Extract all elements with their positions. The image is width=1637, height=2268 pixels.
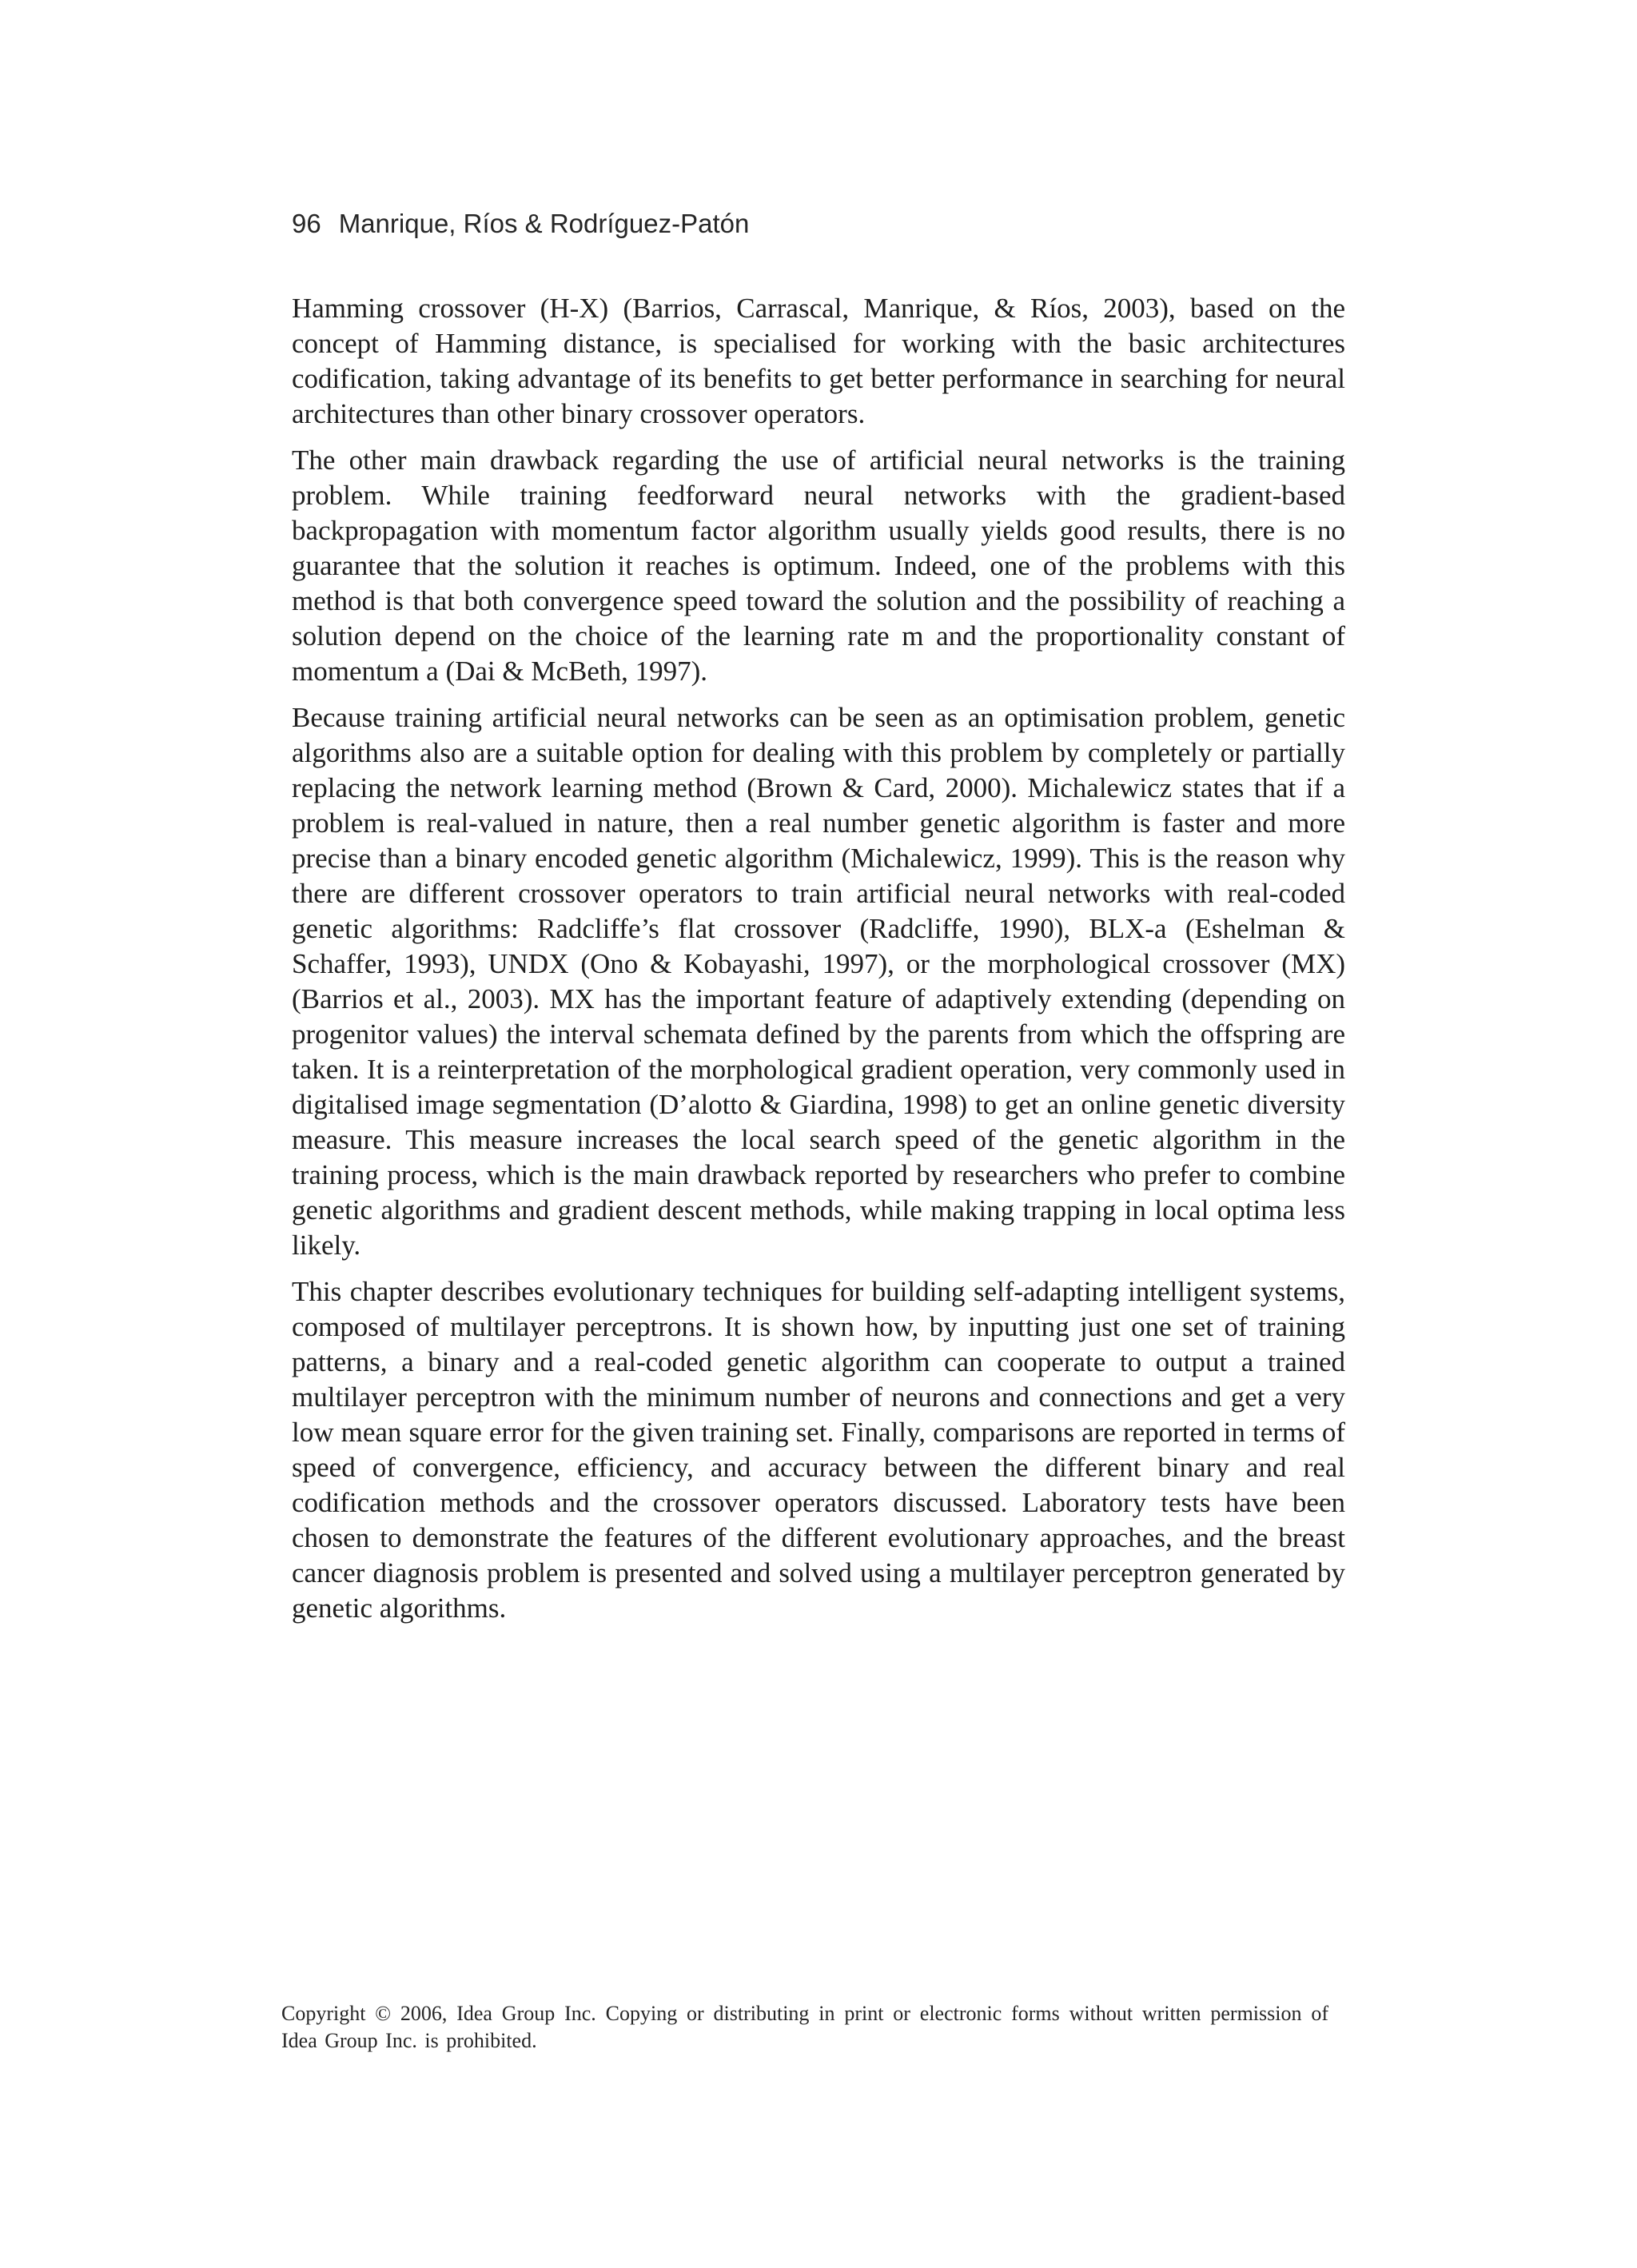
running-head: [292, 206, 749, 241]
author-names: Manrique, Ríos & Rodríguez-Patón: [338, 209, 750, 238]
paragraph-2: The other main drawback regarding the use of artificial neural networks is the training problem. While training feedforward neural networks with the gradient-based backpropagation with momentum factor algorithm usually yields good results, there is no guarantee that the solution it reaches is optimum. Indeed, one of the problems with this method is that both convergence speed toward the solution and the possibility of reaching a solution depend on the choice of the learning rate m and the proportionality constant of momentum a (Dai & McBeth, 1997).: [292, 444, 1345, 687]
paragraph-1: Hamming crossover (H-X) (Barrios, Carrascal, Manrique, & Ríos, 2003), based on the concept of Hamming distance, is specialised for working with the basic architectures codification, taking advantage of its benefits to get better performance in searching for neural architectures than other binary crossover operators.: [292, 293, 1345, 429]
copyright-notice: Copyright © 2006, Idea Group Inc. Copying or distributing in print or electronic forms without written permission of Idea Group Inc. is prohibited.: [281, 2002, 1328, 2052]
paragraph-4: This chapter describes evolutionary techniques for building self-adapting intelligent systems, composed of multilayer perceptrons. It is shown how, by inputting just one set of training patterns, a binary and a real-coded genetic algorithm can cooperate to output a trained multilayer perceptron with the minimum number of neurons and connections and get a very low mean square error for the given training set. Finally, comparisons are reported in terms of speed of convergence, efficiency, and accuracy between the different binary and real codification methods and the crossover operators discussed. Laboratory tests have been chosen to demonstrate the features of the different evolutionary approaches, and the breast cancer diagnosis problem is presented and solved using a multilayer perceptron generated by genetic algorithms.: [292, 1276, 1345, 1624]
page-number: 96: [292, 209, 321, 238]
body-text: [292, 291, 1345, 1637]
paragraph-3: Because training artificial neural networks can be seen as an optimisation problem, genetic algorithms also are a suitable option for dealing with this problem by completely or partially replacing the network learning method (Brown & Card, 2000). Michalewicz states that if a problem is real-valued in nature, then a real number genetic algorithm is faster and more precise than a binary encoded genetic algorithm (Michalewicz, 1999). This is the reason why there are different crossover operators to train artificial neural networks with real-coded genetic algorithms: Radcliffe’s flat crossover (Radcliffe, 1990), BLX-a (Eshelman & Schaffer, 1993), UNDX (Ono & Kobayashi, 1997), or the morphological crossover (MX) (Barrios et al., 2003). MX has the important feature of adaptively extending (depending on progenitor values) the interval schemata defined by the parents from which the offspring are taken. It is a reinterpretation of the morphological gradient operation, very commonly used in digitalised image segmentation (D’alotto & Giardina, 1998) to get an online genetic diversity measure. This measure increases the local search speed of the genetic algorithm in the training process, which is the main drawback reported by researchers who prefer to combine genetic algorithms and gradient descent methods, while making trapping in local optima less likely.: [292, 702, 1345, 1261]
